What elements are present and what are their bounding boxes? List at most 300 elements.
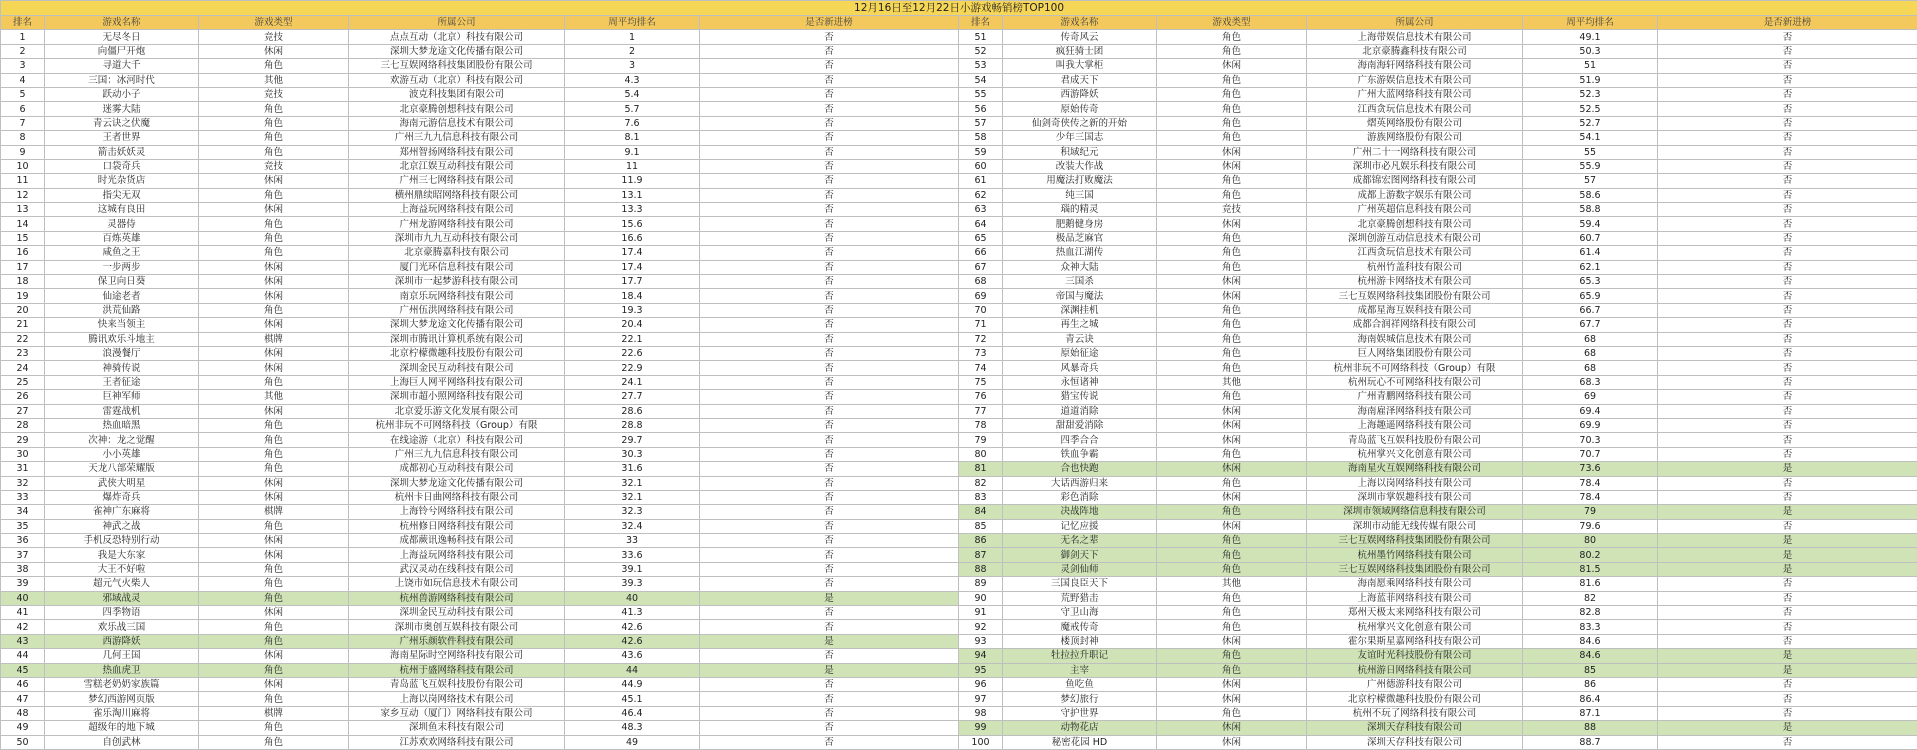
rank-cell[interactable]: 55 — [959, 87, 1003, 101]
avg-rank-cell[interactable]: 80 — [1523, 534, 1658, 548]
rank-cell[interactable]: 2 — [1, 44, 45, 58]
company-cell[interactable]: 杭州掌兴文化创意有限公司 — [1307, 620, 1523, 634]
game-type-cell[interactable]: 休闲 — [199, 606, 349, 620]
rank-cell[interactable]: 8 — [1, 131, 45, 145]
header-rank[interactable]: 排名 — [959, 16, 1003, 30]
rank-cell[interactable]: 66 — [959, 246, 1003, 260]
game-type-cell[interactable]: 角色 — [1157, 606, 1307, 620]
avg-rank-cell[interactable]: 51 — [1523, 59, 1658, 73]
rank-cell[interactable]: 73 — [959, 346, 1003, 360]
game-name-cell[interactable]: 欢乐战三国 — [45, 620, 199, 634]
game-type-cell[interactable]: 角色 — [199, 721, 349, 735]
rank-cell[interactable]: 37 — [1, 548, 45, 562]
avg-rank-cell[interactable]: 83.3 — [1523, 620, 1658, 634]
avg-rank-cell[interactable]: 86 — [1523, 677, 1658, 691]
rank-cell[interactable]: 99 — [959, 721, 1003, 735]
game-name-cell[interactable]: 四季合合 — [1003, 433, 1157, 447]
rank-cell[interactable]: 42 — [1, 620, 45, 634]
game-type-cell[interactable]: 角色 — [199, 116, 349, 130]
company-cell[interactable]: 上海以岗网络科技有限公司 — [1307, 476, 1523, 490]
game-type-cell[interactable]: 角色 — [1157, 303, 1307, 317]
rank-cell[interactable]: 22 — [1, 332, 45, 346]
company-cell[interactable]: 海南星际时空网络科技有限公司 — [349, 649, 565, 663]
rank-cell[interactable]: 63 — [959, 203, 1003, 217]
avg-rank-cell[interactable]: 5.7 — [565, 102, 700, 116]
company-cell[interactable]: 深圳天存科技有限公司 — [1307, 735, 1523, 749]
new-entry-cell[interactable]: 是 — [700, 634, 959, 648]
rank-cell[interactable]: 35 — [1, 519, 45, 533]
game-type-cell[interactable]: 角色 — [1157, 476, 1307, 490]
rank-cell[interactable]: 75 — [959, 375, 1003, 389]
avg-rank-cell[interactable]: 46.4 — [565, 706, 700, 720]
company-cell[interactable]: 海南雇泽网络科技有限公司 — [1307, 404, 1523, 418]
new-entry-cell[interactable]: 否 — [1658, 677, 1917, 691]
avg-rank-cell[interactable]: 13.1 — [565, 188, 700, 202]
header-avg-rank[interactable]: 周平均排名 — [1523, 16, 1658, 30]
new-entry-cell[interactable]: 否 — [700, 332, 959, 346]
company-cell[interactable]: 上海益玩网络科技有限公司 — [349, 548, 565, 562]
company-cell[interactable]: 广州伍洪网络科技有限公司 — [349, 303, 565, 317]
new-entry-cell[interactable]: 否 — [1658, 606, 1917, 620]
header-game-type[interactable]: 游戏类型 — [1157, 16, 1307, 30]
game-type-cell[interactable]: 休闲 — [1157, 59, 1307, 73]
company-cell[interactable]: 成都初心互动科技有限公司 — [349, 462, 565, 476]
company-cell[interactable]: 江西贪玩信息技术有限公司 — [1307, 246, 1523, 260]
game-name-cell[interactable]: 邪域战灵 — [45, 591, 199, 605]
game-type-cell[interactable]: 角色 — [1157, 548, 1307, 562]
game-type-cell[interactable]: 棋牌 — [199, 332, 349, 346]
rank-cell[interactable]: 79 — [959, 433, 1003, 447]
new-entry-cell[interactable]: 否 — [700, 217, 959, 231]
rank-cell[interactable]: 96 — [959, 677, 1003, 691]
company-cell[interactable]: 北京柠檬微趣科技股份有限公司 — [349, 346, 565, 360]
avg-rank-cell[interactable]: 55 — [1523, 145, 1658, 159]
company-cell[interactable]: 海南愿乘网络科技有限公司 — [1307, 577, 1523, 591]
company-cell[interactable]: 广州龙游网络科技有限公司 — [349, 217, 565, 231]
avg-rank-cell[interactable]: 85 — [1523, 663, 1658, 677]
company-cell[interactable]: 广州二十一网络科技有限公司 — [1307, 145, 1523, 159]
avg-rank-cell[interactable]: 32.1 — [565, 490, 700, 504]
new-entry-cell[interactable]: 否 — [700, 87, 959, 101]
company-cell[interactable]: 巨人网络集团股份有限公司 — [1307, 346, 1523, 360]
game-type-cell[interactable]: 休闲 — [199, 361, 349, 375]
new-entry-cell[interactable]: 否 — [700, 390, 959, 404]
new-entry-cell[interactable]: 否 — [700, 30, 959, 44]
game-type-cell[interactable]: 角色 — [1157, 591, 1307, 605]
rank-cell[interactable]: 87 — [959, 548, 1003, 562]
company-cell[interactable]: 杭州卡日曲网络科技有限公司 — [349, 490, 565, 504]
company-cell[interactable]: 深圳大梦龙途文化传播有限公司 — [349, 44, 565, 58]
game-type-cell[interactable]: 角色 — [199, 692, 349, 706]
avg-rank-cell[interactable]: 42.6 — [565, 634, 700, 648]
rank-cell[interactable]: 80 — [959, 447, 1003, 461]
new-entry-cell[interactable]: 否 — [700, 418, 959, 432]
rank-cell[interactable]: 86 — [959, 534, 1003, 548]
rank-cell[interactable]: 71 — [959, 318, 1003, 332]
new-entry-cell[interactable]: 是 — [1658, 649, 1917, 663]
company-cell[interactable]: 三七互娱网络科技集团股份有限公司 — [1307, 289, 1523, 303]
rank-cell[interactable]: 9 — [1, 145, 45, 159]
new-entry-cell[interactable]: 否 — [1658, 318, 1917, 332]
header-avg-rank[interactable]: 周平均排名 — [565, 16, 700, 30]
rank-cell[interactable]: 45 — [1, 663, 45, 677]
rank-cell[interactable]: 93 — [959, 634, 1003, 648]
game-name-cell[interactable]: 无名之辈 — [1003, 534, 1157, 548]
game-type-cell[interactable]: 休闲 — [199, 260, 349, 274]
rank-cell[interactable]: 67 — [959, 260, 1003, 274]
game-type-cell[interactable]: 角色 — [1157, 663, 1307, 677]
rank-cell[interactable]: 78 — [959, 418, 1003, 432]
rank-cell[interactable]: 100 — [959, 735, 1003, 749]
avg-rank-cell[interactable]: 1 — [565, 30, 700, 44]
game-name-cell[interactable]: 时光杂货店 — [45, 174, 199, 188]
new-entry-cell[interactable]: 否 — [1658, 303, 1917, 317]
new-entry-cell[interactable]: 否 — [700, 275, 959, 289]
game-name-cell[interactable]: 这城有良田 — [45, 203, 199, 217]
new-entry-cell[interactable]: 否 — [1658, 735, 1917, 749]
company-cell[interactable]: 杭州修日网络科技有限公司 — [349, 519, 565, 533]
avg-rank-cell[interactable]: 81.6 — [1523, 577, 1658, 591]
company-cell[interactable]: 武汉灵动在线科技有限公司 — [349, 562, 565, 576]
game-name-cell[interactable]: 百炼英雄 — [45, 231, 199, 245]
game-name-cell[interactable]: 热血虎卫 — [45, 663, 199, 677]
game-type-cell[interactable]: 角色 — [199, 433, 349, 447]
new-entry-cell[interactable]: 否 — [700, 505, 959, 519]
avg-rank-cell[interactable]: 4.3 — [565, 73, 700, 87]
company-cell[interactable]: 北京柠檬微趣科技股份有限公司 — [1307, 692, 1523, 706]
header-game-name[interactable]: 游戏名称 — [1003, 16, 1157, 30]
new-entry-cell[interactable]: 否 — [1658, 620, 1917, 634]
game-name-cell[interactable]: 用魔法打败魔法 — [1003, 174, 1157, 188]
game-name-cell[interactable]: 雷霆战机 — [45, 404, 199, 418]
new-entry-cell[interactable]: 否 — [1658, 447, 1917, 461]
game-name-cell[interactable]: 改装大作战 — [1003, 159, 1157, 173]
avg-rank-cell[interactable]: 18.4 — [565, 289, 700, 303]
company-cell[interactable]: 欢游互动（北京）科技有限公司 — [349, 73, 565, 87]
new-entry-cell[interactable]: 否 — [1658, 159, 1917, 173]
new-entry-cell[interactable]: 否 — [700, 289, 959, 303]
new-entry-cell[interactable]: 否 — [700, 203, 959, 217]
header-new-entry[interactable]: 是否新进榜 — [1658, 16, 1917, 30]
company-cell[interactable]: 上海趣遥网络科技有限公司 — [1307, 418, 1523, 432]
rank-cell[interactable]: 23 — [1, 346, 45, 360]
game-type-cell[interactable]: 休闲 — [199, 649, 349, 663]
company-cell[interactable]: 青岛蓝飞互娱科技股份有限公司 — [349, 677, 565, 691]
game-name-cell[interactable]: 楼顶封神 — [1003, 634, 1157, 648]
company-cell[interactable]: 广州三九九信息科技有限公司 — [349, 131, 565, 145]
avg-rank-cell[interactable]: 59.4 — [1523, 217, 1658, 231]
avg-rank-cell[interactable]: 22.1 — [565, 332, 700, 346]
new-entry-cell[interactable]: 是 — [1658, 663, 1917, 677]
game-type-cell[interactable]: 休闲 — [199, 548, 349, 562]
rank-cell[interactable]: 30 — [1, 447, 45, 461]
game-type-cell[interactable]: 角色 — [1157, 390, 1307, 404]
game-name-cell[interactable]: 灵剑仙师 — [1003, 562, 1157, 576]
new-entry-cell[interactable]: 否 — [700, 303, 959, 317]
game-name-cell[interactable]: 巨神军师 — [45, 390, 199, 404]
game-name-cell[interactable]: 指尖无双 — [45, 188, 199, 202]
game-type-cell[interactable]: 休闲 — [199, 318, 349, 332]
game-type-cell[interactable]: 其他 — [1157, 375, 1307, 389]
new-entry-cell[interactable]: 否 — [700, 116, 959, 130]
avg-rank-cell[interactable]: 81.5 — [1523, 562, 1658, 576]
avg-rank-cell[interactable]: 52.5 — [1523, 102, 1658, 116]
game-name-cell[interactable]: 爆炸奇兵 — [45, 490, 199, 504]
game-type-cell[interactable]: 角色 — [1157, 318, 1307, 332]
new-entry-cell[interactable]: 否 — [700, 375, 959, 389]
game-name-cell[interactable]: 自创武林 — [45, 735, 199, 749]
game-name-cell[interactable]: 风暴奇兵 — [1003, 361, 1157, 375]
company-cell[interactable]: 成都星海互娱科技有限公司 — [1307, 303, 1523, 317]
company-cell[interactable]: 深圳市一起梦游科技有限公司 — [349, 275, 565, 289]
game-name-cell[interactable]: 动物花店 — [1003, 721, 1157, 735]
new-entry-cell[interactable]: 否 — [1658, 375, 1917, 389]
game-type-cell[interactable]: 角色 — [1157, 174, 1307, 188]
new-entry-cell[interactable]: 否 — [1658, 390, 1917, 404]
rank-cell[interactable]: 26 — [1, 390, 45, 404]
new-entry-cell[interactable]: 否 — [1658, 275, 1917, 289]
game-type-cell[interactable]: 休闲 — [1157, 159, 1307, 173]
game-name-cell[interactable]: 叫我大掌柜 — [1003, 59, 1157, 73]
new-entry-cell[interactable]: 否 — [700, 174, 959, 188]
game-name-cell[interactable]: 大话西游归来 — [1003, 476, 1157, 490]
avg-rank-cell[interactable]: 8.1 — [565, 131, 700, 145]
avg-rank-cell[interactable]: 24.1 — [565, 375, 700, 389]
game-name-cell[interactable]: 洪荒仙路 — [45, 303, 199, 317]
company-cell[interactable]: 深圳大梦龙途文化传播有限公司 — [349, 476, 565, 490]
game-type-cell[interactable]: 角色 — [199, 145, 349, 159]
company-cell[interactable]: 广州三七网络科技有限公司 — [349, 174, 565, 188]
game-type-cell[interactable]: 休闲 — [199, 275, 349, 289]
rank-cell[interactable]: 18 — [1, 275, 45, 289]
game-name-cell[interactable]: 四季物语 — [45, 606, 199, 620]
new-entry-cell[interactable]: 否 — [700, 433, 959, 447]
game-type-cell[interactable]: 角色 — [1157, 361, 1307, 375]
rank-cell[interactable]: 95 — [959, 663, 1003, 677]
avg-rank-cell[interactable]: 32.4 — [565, 519, 700, 533]
rank-cell[interactable]: 91 — [959, 606, 1003, 620]
avg-rank-cell[interactable]: 45.1 — [565, 692, 700, 706]
rank-cell[interactable]: 44 — [1, 649, 45, 663]
game-type-cell[interactable]: 休闲 — [199, 677, 349, 691]
game-name-cell[interactable]: 帝国与魔法 — [1003, 289, 1157, 303]
game-name-cell[interactable]: 肥鹅健身房 — [1003, 217, 1157, 231]
rank-cell[interactable]: 21 — [1, 318, 45, 332]
game-type-cell[interactable]: 休闲 — [199, 203, 349, 217]
game-type-cell[interactable]: 角色 — [199, 246, 349, 260]
company-cell[interactable]: 深圳天存科技有限公司 — [1307, 721, 1523, 735]
rank-cell[interactable]: 47 — [1, 692, 45, 706]
new-entry-cell[interactable]: 否 — [700, 721, 959, 735]
avg-rank-cell[interactable]: 58.6 — [1523, 188, 1658, 202]
company-cell[interactable]: 南京乐玩网络科技有限公司 — [349, 289, 565, 303]
game-name-cell[interactable]: 手机反恐特别行动 — [45, 534, 199, 548]
new-entry-cell[interactable]: 否 — [700, 346, 959, 360]
game-type-cell[interactable]: 休闲 — [1157, 404, 1307, 418]
company-cell[interactable]: 成都上游数字娱乐有限公司 — [1307, 188, 1523, 202]
avg-rank-cell[interactable]: 52.3 — [1523, 87, 1658, 101]
rank-cell[interactable]: 10 — [1, 159, 45, 173]
company-cell[interactable]: 深圳大梦龙途文化传播有限公司 — [349, 318, 565, 332]
rank-cell[interactable]: 53 — [959, 59, 1003, 73]
rank-cell[interactable]: 61 — [959, 174, 1003, 188]
new-entry-cell[interactable]: 否 — [700, 260, 959, 274]
game-name-cell[interactable]: 三国良臣天下 — [1003, 577, 1157, 591]
company-cell[interactable]: 友谊时光科技股份有限公司 — [1307, 649, 1523, 663]
game-name-cell[interactable]: 跃动小子 — [45, 87, 199, 101]
avg-rank-cell[interactable]: 88.7 — [1523, 735, 1658, 749]
new-entry-cell[interactable]: 否 — [1658, 102, 1917, 116]
new-entry-cell[interactable]: 否 — [700, 361, 959, 375]
company-cell[interactable]: 熠英网络股份有限公司 — [1307, 116, 1523, 130]
company-cell[interactable]: 上海益玩网络科技有限公司 — [349, 203, 565, 217]
rank-cell[interactable]: 38 — [1, 562, 45, 576]
rank-cell[interactable]: 58 — [959, 131, 1003, 145]
company-cell[interactable]: 在线途游（北京）科技有限公司 — [349, 433, 565, 447]
game-type-cell[interactable]: 休闲 — [1157, 677, 1307, 691]
new-entry-cell[interactable]: 否 — [1658, 692, 1917, 706]
company-cell[interactable]: 北京豪腾创想科技有限公司 — [349, 102, 565, 116]
new-entry-cell[interactable]: 否 — [1658, 591, 1917, 605]
game-name-cell[interactable]: 西游降妖 — [1003, 87, 1157, 101]
avg-rank-cell[interactable]: 78.4 — [1523, 476, 1658, 490]
avg-rank-cell[interactable]: 78.4 — [1523, 490, 1658, 504]
company-cell[interactable]: 广州乐颜软件科技有限公司 — [349, 634, 565, 648]
new-entry-cell[interactable]: 否 — [700, 447, 959, 461]
game-type-cell[interactable]: 休闲 — [1157, 418, 1307, 432]
company-cell[interactable]: 杭州非玩不可网络科技（Group）有限 — [349, 418, 565, 432]
avg-rank-cell[interactable]: 44.9 — [565, 677, 700, 691]
company-cell[interactable]: 广州大蓝网络科技有限公司 — [1307, 87, 1523, 101]
game-type-cell[interactable]: 休闲 — [1157, 692, 1307, 706]
company-cell[interactable]: 郑州智扬网络科技有限公司 — [349, 145, 565, 159]
game-type-cell[interactable]: 角色 — [199, 663, 349, 677]
game-name-cell[interactable]: 积域纪元 — [1003, 145, 1157, 159]
game-name-cell[interactable]: 永恒诸神 — [1003, 375, 1157, 389]
avg-rank-cell[interactable]: 22.9 — [565, 361, 700, 375]
rank-cell[interactable]: 24 — [1, 361, 45, 375]
game-name-cell[interactable]: 仙途老者 — [45, 289, 199, 303]
avg-rank-cell[interactable]: 16.6 — [565, 231, 700, 245]
game-type-cell[interactable]: 角色 — [199, 519, 349, 533]
game-type-cell[interactable]: 竞技 — [1157, 203, 1307, 217]
new-entry-cell[interactable]: 否 — [700, 606, 959, 620]
new-entry-cell[interactable]: 否 — [1658, 476, 1917, 490]
game-name-cell[interactable]: 口袋奇兵 — [45, 159, 199, 173]
game-type-cell[interactable]: 休闲 — [1157, 145, 1307, 159]
new-entry-cell[interactable]: 是 — [1658, 462, 1917, 476]
game-name-cell[interactable]: 青云诀之伏魔 — [45, 116, 199, 130]
new-entry-cell[interactable]: 否 — [1658, 433, 1917, 447]
new-entry-cell[interactable]: 否 — [1658, 289, 1917, 303]
game-name-cell[interactable]: 无尽冬日 — [45, 30, 199, 44]
company-cell[interactable]: 上海巨人网平网络科技有限公司 — [349, 375, 565, 389]
game-type-cell[interactable]: 角色 — [1157, 620, 1307, 634]
avg-rank-cell[interactable]: 69 — [1523, 390, 1658, 404]
new-entry-cell[interactable]: 否 — [700, 462, 959, 476]
avg-rank-cell[interactable]: 54.1 — [1523, 131, 1658, 145]
game-name-cell[interactable]: 彩色消除 — [1003, 490, 1157, 504]
avg-rank-cell[interactable]: 2 — [565, 44, 700, 58]
company-cell[interactable]: 海南元游信息技术有限公司 — [349, 116, 565, 130]
avg-rank-cell[interactable]: 27.7 — [565, 390, 700, 404]
new-entry-cell[interactable]: 是 — [1658, 548, 1917, 562]
avg-rank-cell[interactable]: 32.3 — [565, 505, 700, 519]
company-cell[interactable]: 深圳市超小照网络科技有限公司 — [349, 390, 565, 404]
rank-cell[interactable]: 19 — [1, 289, 45, 303]
rank-cell[interactable]: 39 — [1, 577, 45, 591]
game-name-cell[interactable]: 王者征途 — [45, 375, 199, 389]
game-type-cell[interactable]: 休闲 — [1157, 735, 1307, 749]
avg-rank-cell[interactable]: 15.6 — [565, 217, 700, 231]
game-name-cell[interactable]: 纯三国 — [1003, 188, 1157, 202]
new-entry-cell[interactable]: 否 — [1658, 490, 1917, 504]
game-type-cell[interactable]: 休闲 — [199, 289, 349, 303]
new-entry-cell[interactable]: 是 — [1658, 721, 1917, 735]
avg-rank-cell[interactable]: 39.3 — [565, 577, 700, 591]
avg-rank-cell[interactable]: 79.6 — [1523, 519, 1658, 533]
new-entry-cell[interactable]: 否 — [1658, 131, 1917, 145]
avg-rank-cell[interactable]: 66.7 — [1523, 303, 1658, 317]
game-name-cell[interactable]: 记忆应援 — [1003, 519, 1157, 533]
rank-cell[interactable]: 36 — [1, 534, 45, 548]
game-type-cell[interactable]: 角色 — [1157, 260, 1307, 274]
rank-cell[interactable]: 74 — [959, 361, 1003, 375]
avg-rank-cell[interactable]: 43.6 — [565, 649, 700, 663]
game-name-cell[interactable]: 原始征途 — [1003, 346, 1157, 360]
game-type-cell[interactable]: 其他 — [199, 73, 349, 87]
avg-rank-cell[interactable]: 40 — [565, 591, 700, 605]
company-cell[interactable]: 三七互娱网络科技集团股份有限公司 — [349, 59, 565, 73]
game-type-cell[interactable]: 角色 — [199, 591, 349, 605]
rank-cell[interactable]: 69 — [959, 289, 1003, 303]
avg-rank-cell[interactable]: 33.6 — [565, 548, 700, 562]
game-type-cell[interactable]: 角色 — [199, 188, 349, 202]
rank-cell[interactable]: 41 — [1, 606, 45, 620]
new-entry-cell[interactable]: 否 — [700, 404, 959, 418]
avg-rank-cell[interactable]: 80.2 — [1523, 548, 1658, 562]
game-name-cell[interactable]: 众神大陆 — [1003, 260, 1157, 274]
game-type-cell[interactable]: 休闲 — [1157, 217, 1307, 231]
game-name-cell[interactable]: 原始传奇 — [1003, 102, 1157, 116]
avg-rank-cell[interactable]: 67.7 — [1523, 318, 1658, 332]
new-entry-cell[interactable]: 是 — [700, 591, 959, 605]
avg-rank-cell[interactable]: 69.9 — [1523, 418, 1658, 432]
rank-cell[interactable]: 88 — [959, 562, 1003, 576]
new-entry-cell[interactable]: 否 — [700, 102, 959, 116]
company-cell[interactable]: 上海铃兮网络科技有限公司 — [349, 505, 565, 519]
avg-rank-cell[interactable]: 70.3 — [1523, 433, 1658, 447]
rank-cell[interactable]: 33 — [1, 490, 45, 504]
game-type-cell[interactable]: 角色 — [199, 634, 349, 648]
game-name-cell[interactable]: 灵器侍 — [45, 217, 199, 231]
company-cell[interactable]: 广州青鹏网络科技有限公司 — [1307, 390, 1523, 404]
game-name-cell[interactable]: 箭击妖妖灵 — [45, 145, 199, 159]
company-cell[interactable]: 北京豪腾鑫科技有限公司 — [1307, 44, 1523, 58]
company-cell[interactable]: 深圳市掌娱趣科技有限公司 — [1307, 490, 1523, 504]
rank-cell[interactable]: 84 — [959, 505, 1003, 519]
game-name-cell[interactable]: 青云诀 — [1003, 332, 1157, 346]
avg-rank-cell[interactable]: 11.9 — [565, 174, 700, 188]
new-entry-cell[interactable]: 否 — [1658, 116, 1917, 130]
rank-cell[interactable]: 62 — [959, 188, 1003, 202]
header-game-name[interactable]: 游戏名称 — [45, 16, 199, 30]
rank-cell[interactable]: 28 — [1, 418, 45, 432]
game-type-cell[interactable]: 角色 — [1157, 231, 1307, 245]
avg-rank-cell[interactable]: 86.4 — [1523, 692, 1658, 706]
rank-cell[interactable]: 52 — [959, 44, 1003, 58]
rank-cell[interactable]: 20 — [1, 303, 45, 317]
